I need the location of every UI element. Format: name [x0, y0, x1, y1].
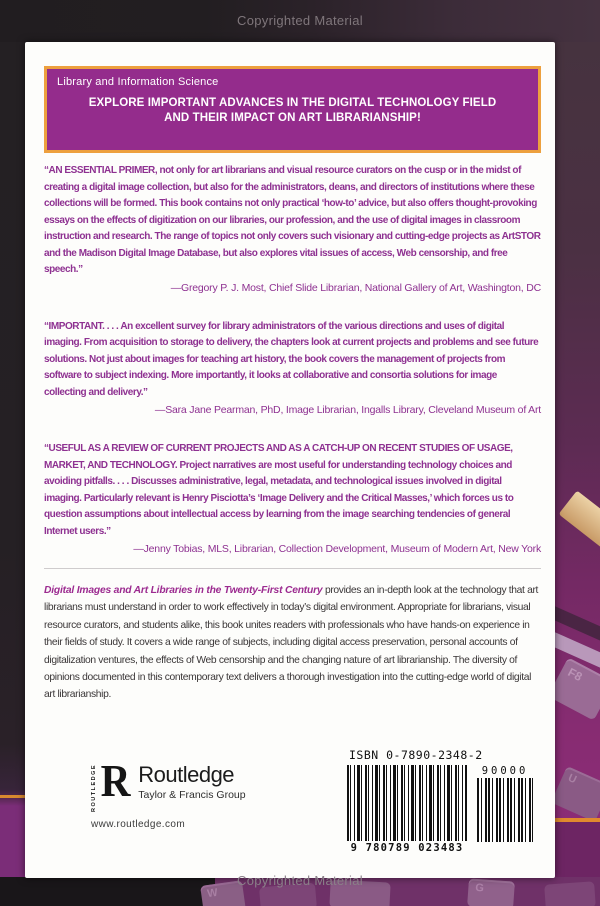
keyboard-key-u — [553, 766, 600, 822]
routledge-r-mark-icon: R — [100, 755, 131, 806]
pencil-edge-left — [0, 795, 25, 798]
key-label: G — [474, 881, 485, 895]
key-label: U — [566, 772, 579, 787]
review-quote: “IMPORTANT. . . . An excellent survey for library administrators of the various directions and uses of digital imaging. From acquisition to storage to delivery, the chapters look at current projects and problems and see future solutions. Not just about images for teaching art history, the book covers the management of projects from software to subject indexing. More importantly, it looks at collaborative and consortia solutions for image collecting and delivery.” — [44, 320, 539, 398]
background-left — [0, 42, 25, 877]
ean-digits: 9 780789 023483 — [350, 842, 464, 854]
key-label: W — [206, 886, 219, 901]
headline-line-1: EXPLORE IMPORTANT ADVANCES IN THE DIGITAL TECHNOLOGY FIELD — [88, 97, 497, 109]
isbn-label: ISBN 0-7890-2348-2 — [349, 748, 483, 762]
review-attribution: —Gregory P. J. Most, Chief Slide Librarian, National Gallery of Art, Washington, DC — [170, 281, 541, 294]
publisher-vertical-name: ROUTLEDGE — [91, 763, 97, 812]
review-quote: “USEFUL AS A REVIEW OF CURRENT PROJECTS AND AS A CATCH-UP ON RECENT STUDIES OF USAGE, MARKET, AND TECHNOLOGY. Project narratives are most useful for understanding technology choices and avoiding pitfalls. . . . Discusses administrative, legal, metadata, and technological issues involved in digital imaging. Particularly relevant is Henry Pisciotta’s ‘Image Delivery and the Critical Masses,’ which forces us to question assumptions about intellectual access by learning from the image searching tendencies of general Internet users.” — [44, 443, 514, 537]
review-quote: “AN ESSENTIAL PRIMER, not only for art librarians and visual resource curators on the cusp or in the midst of creating a digital image collection, but also for the administrators, deans, and directors of institutions where these collections will be formed. This book contains not only practical ‘how-to’ advice, but also offers thought-provoking essays on the effects of digitization on our libraries, our profession, and the use of digital images in classroom instruction and research. The range of topics not only covers such visionary and cutting-edge projects as ArtSTOR and the Madison Digital Image Database, but also explores vital issues of access, Web censorship, and free speech.” — [44, 165, 541, 275]
pencil-photo — [559, 490, 600, 553]
publisher-brand: Routledge — [138, 762, 235, 787]
series-category: Library and Information Science — [57, 76, 219, 88]
headline — [57, 96, 528, 125]
review-attribution: —Jenny Tobias, MLS, Librarian, Collection Development, Museum of Modern Art, New York — [133, 543, 541, 555]
section-divider — [44, 568, 541, 569]
addon-barcode — [477, 765, 533, 854]
background-right-lower — [553, 822, 600, 877]
addon-digits: 90000 — [481, 765, 529, 777]
ean-barcode-bars — [347, 765, 467, 841]
publisher-group: Taylor & Francis Group — [138, 789, 246, 801]
barcode-block — [347, 748, 537, 854]
addon-barcode-bars — [477, 778, 533, 842]
key-label: F8 — [565, 665, 585, 685]
book-description — [44, 582, 541, 704]
book-back-cover — [25, 42, 555, 878]
copyright-notice-top: Copyrighted Material — [237, 13, 363, 28]
publisher-website: www.routledge.com — [91, 819, 186, 830]
keyboard-key-f8 — [553, 657, 600, 720]
headline-box — [44, 66, 541, 153]
ean-barcode — [347, 765, 467, 854]
background-right — [553, 42, 600, 877]
book-title: Digital Images and Art Libraries in the Twenty-First Century — [44, 585, 323, 596]
book-description-text: provides an in-depth look at the technology that art librarians must understand in order to work effectively in today’s digital environment. Appropriate for librarians, visual resource curators, and students alike, this book unites readers with professionals who have hands-on experience in their fields of study. It covers a wide range of subjects, including digital access preservation, personal accounts of digitalization ventures, the effects of Web censorship and the changing nature of art librarianship. The diversity of opinions documented in this contemporary text delivers a thorough investigation into the cutting-edge world of digital art librarianship. — [44, 585, 539, 701]
review-attribution: —Sara Jane Pearman, PhD, Image Librarian, Ingalls Library, Cleveland Museum of Art — [154, 404, 541, 416]
copyright-notice-bottom: Copyrighted Material — [237, 873, 363, 888]
headline-line-2: AND THEIR IMPACT ON ART LIBRARIANSHIP! — [164, 111, 421, 124]
publisher-logo — [91, 755, 246, 830]
